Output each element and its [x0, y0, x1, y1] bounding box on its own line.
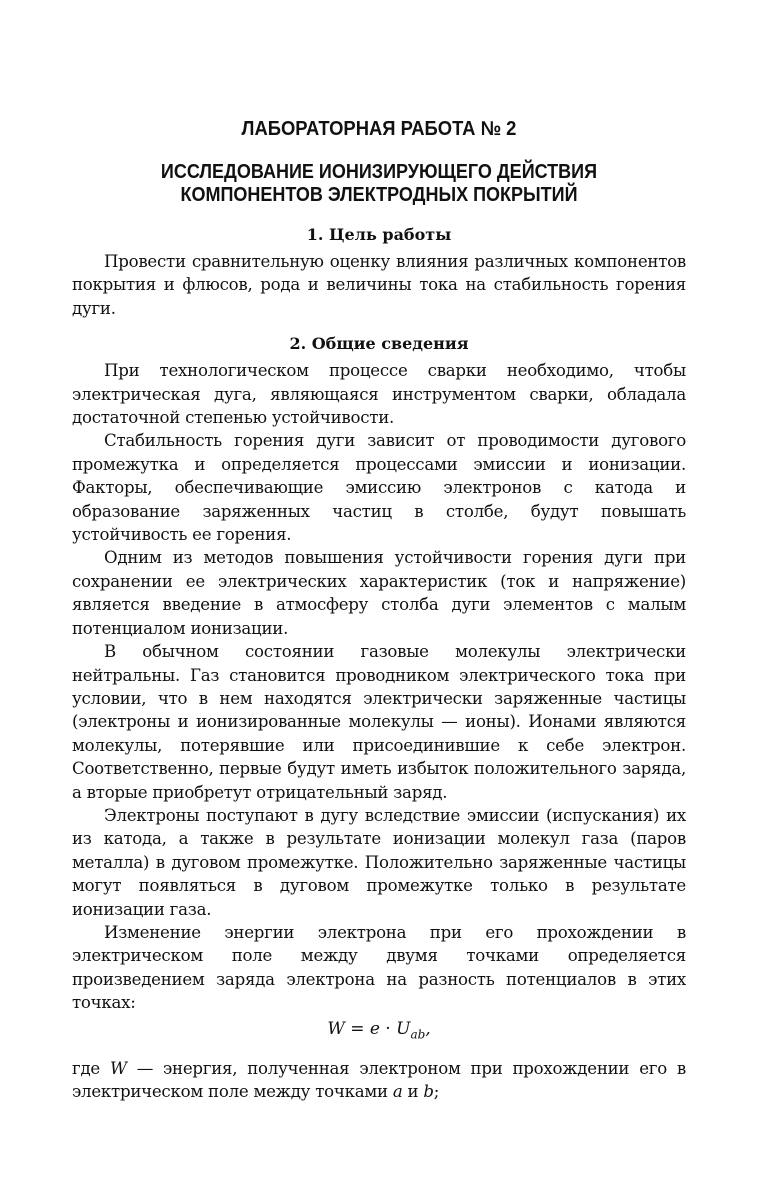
document-page [72, 118, 686, 1104]
variable-b: b [423, 1082, 434, 1102]
section-title-goal: 1. Цель работы [306, 225, 452, 244]
body-paragraph: Стабильность горения дуги зависит от проводимости дугового промежутка и определяется процессами эмиссии и ионизации. Факторы, обеспечивающие эмиссию электронов с катода и образование заряженных частиц в столбе, будут повышать устойчивость ее горения. [72, 431, 686, 545]
body-paragraph: Одним из методов повышения устойчивости горения дуги при сохранении ее электрических характеристик (ток и напряжение) является введение в атмосферу столба дуги элементов с малым потенциалом ионизации. [72, 548, 686, 638]
body-paragraph: Электроны поступают в дугу вследствие эмиссии (испускания) их из катода, а также в результате ионизации молекул газа (паров металла) в дуговом промежутке. Положительно заряженные частицы могут появляться в дуговом промежутке только в результате ионизации газа. [72, 805, 686, 919]
explanation-mid: — энергия, полученная электроном при прохождении его в электрическом поле между точками [72, 1058, 686, 1102]
main-title-line-1: ИССЛЕДОВАНИЕ ИОНИЗИРУЮЩЕГО ДЕЙСТВИЯ [160, 161, 598, 183]
goal-paragraph: Провести сравнительную оценку влияния различных компонентов покрытия и флюсов, рода и величины тока на стабильность горения дуги. [72, 252, 686, 318]
formula-main: W = e · U [327, 1018, 411, 1039]
formula-tail: , [425, 1018, 431, 1039]
main-title [103, 161, 656, 207]
explanation-and: и [402, 1082, 424, 1102]
formula-explanation [72, 1057, 686, 1104]
main-title-line-2: КОМПОНЕНТОВ ЭЛЕКТРОДНЫХ ПОКРЫТИЙ [180, 184, 578, 206]
variable-w: W [109, 1058, 127, 1078]
explanation-end: ; [433, 1082, 440, 1102]
variable-a: a [392, 1082, 403, 1102]
formula-subscript: ab [410, 1026, 426, 1041]
body-paragraph: Изменение энергии электрона при его прохождении в электрическом поле между двумя точками определяется произведением заряда электрона на разность потенциалов в этих точках: [72, 922, 686, 1013]
body-paragraph: В обычном состоянии газовые молекулы электрически нейтральны. Газ становится проводником электрического тока при условии, что в нем находятся электрически заряженные частицы (электроны и ионизированные молекулы — ионы). Ионами являются молекулы, потерявшие или присоединившие к себе электрон. Соответственно, первые будут иметь избыток положительного заряда, а вторые приобретут отрицательный заряд. [72, 642, 686, 802]
body-paragraph: При технологическом процессе сварки необходимо, чтобы электрическая дуга, являющаяся инструментом сварки, обладала достаточной степенью устойчивости. [72, 361, 686, 428]
lab-title: ЛАБОРАТОРНАЯ РАБОТА № 2 [241, 118, 517, 140]
energy-formula [72, 1019, 686, 1041]
section-title-general: 2. Общие сведения [289, 334, 469, 354]
explanation-prefix: где [72, 1058, 110, 1078]
